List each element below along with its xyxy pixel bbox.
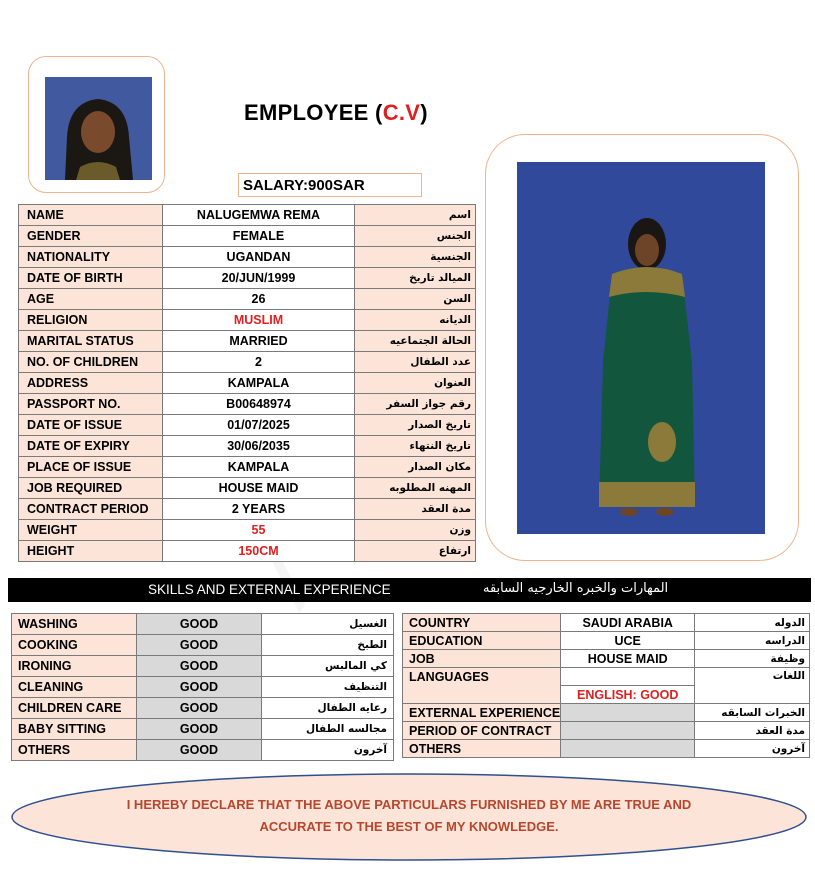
skill-label-ar: مجالسه الطفال xyxy=(262,719,394,740)
skills-table xyxy=(11,613,394,761)
banner-title-en: SKILLS AND EXTERNAL EXPERIENCE xyxy=(148,582,391,597)
skill-label: IRONING xyxy=(12,656,137,677)
exp-value: HOUSE MAID xyxy=(561,650,695,668)
field-label-ar: ارتفاع xyxy=(355,541,476,562)
exp-label: EXTERNAL EXPERIENCE xyxy=(403,704,561,722)
table-row xyxy=(19,226,476,247)
field-value: HOUSE MAID xyxy=(163,478,355,499)
table-row xyxy=(19,457,476,478)
table-row xyxy=(403,704,810,722)
table-row xyxy=(403,740,810,758)
field-value: 26 xyxy=(163,289,355,310)
table-row xyxy=(19,268,476,289)
field-label-ar: اسم xyxy=(355,205,476,226)
table-row xyxy=(19,331,476,352)
field-label-ar: العنوان xyxy=(355,373,476,394)
field-value: MARRIED xyxy=(163,331,355,352)
exp-label: EDUCATION xyxy=(403,632,561,650)
field-label-ar: الجنسية xyxy=(355,247,476,268)
table-row xyxy=(19,499,476,520)
table-row xyxy=(12,719,394,740)
exp-value: SAUDI ARABIA xyxy=(561,614,695,632)
field-label: NATIONALITY xyxy=(19,247,163,268)
experience-table xyxy=(402,613,810,758)
portrait-photo-frame xyxy=(28,56,165,193)
table-row xyxy=(12,740,394,761)
table-row xyxy=(19,373,476,394)
skill-label-ar: التنظيف xyxy=(262,677,394,698)
field-label-ar: مدة العقد xyxy=(355,499,476,520)
exp-label: JOB xyxy=(403,650,561,668)
exp-label: PERIOD OF CONTRACT xyxy=(403,722,561,740)
field-label: NAME xyxy=(19,205,163,226)
exp-label: OTHERS xyxy=(403,740,561,758)
field-label-ar: تاريخ الصدار xyxy=(355,415,476,436)
table-row xyxy=(19,394,476,415)
field-label: ADDRESS xyxy=(19,373,163,394)
exp-label-ar: الدوله xyxy=(695,614,810,632)
skill-label: CLEANING xyxy=(12,677,137,698)
field-value: KAMPALA xyxy=(163,373,355,394)
skill-value: GOOD xyxy=(137,614,262,635)
field-value: 55 xyxy=(163,520,355,541)
table-row xyxy=(12,614,394,635)
table-row xyxy=(19,247,476,268)
field-value: KAMPALA xyxy=(163,457,355,478)
exp-value xyxy=(561,740,695,758)
exp-label-ar: الخبرات السابقه xyxy=(695,704,810,722)
field-label: DATE OF BIRTH xyxy=(19,268,163,289)
field-label: WEIGHT xyxy=(19,520,163,541)
skill-label: WASHING xyxy=(12,614,137,635)
table-row xyxy=(403,650,810,668)
table-row xyxy=(19,541,476,562)
portrait-photo xyxy=(45,77,152,180)
table-row xyxy=(12,677,394,698)
field-value: 2 xyxy=(163,352,355,373)
banner-title-ar: المهارات والخبره الخارجيه السابقه xyxy=(483,581,669,596)
exp-label-ar: آخرون xyxy=(695,740,810,758)
declaration-box xyxy=(10,772,808,862)
field-label-ar: رقم جواز السفر xyxy=(355,394,476,415)
field-label-ar: عدد الطفال xyxy=(355,352,476,373)
skill-label: OTHERS xyxy=(12,740,137,761)
table-row xyxy=(19,436,476,457)
declaration-line-1: I HEREBY DECLARE THAT THE ABOVE PARTICULARS FURNISHED BY ME ARE TRUE AND xyxy=(126,797,692,812)
table-row xyxy=(12,635,394,656)
field-value: 30/06/2035 xyxy=(163,436,355,457)
skill-label: BABY SITTING xyxy=(12,719,137,740)
field-label: JOB REQUIRED xyxy=(19,478,163,499)
skill-label: COOKING xyxy=(12,635,137,656)
table-row xyxy=(19,520,476,541)
skills-banner xyxy=(8,578,811,602)
field-label: GENDER xyxy=(19,226,163,247)
table-row xyxy=(403,722,810,740)
field-label: PLACE OF ISSUE xyxy=(19,457,163,478)
table-row xyxy=(19,415,476,436)
skill-value: GOOD xyxy=(137,635,262,656)
field-label-ar: الحالة الجتماعيه xyxy=(355,331,476,352)
exp-label-ar: الدراسه xyxy=(695,632,810,650)
skill-label: CHILDREN CARE xyxy=(12,698,137,719)
field-value: 20/JUN/1999 xyxy=(163,268,355,289)
field-value: FEMALE xyxy=(163,226,355,247)
field-label-ar: السن xyxy=(355,289,476,310)
field-value: 150CM xyxy=(163,541,355,562)
table-row xyxy=(403,632,810,650)
field-label: MARITAL STATUS xyxy=(19,331,163,352)
table-row xyxy=(19,289,476,310)
full-body-photo-frame xyxy=(485,134,799,561)
page-title: EMPLOYEE (C.V) xyxy=(244,100,428,125)
skill-value: GOOD xyxy=(137,656,262,677)
exp-label-ar: وظيفة xyxy=(695,650,810,668)
exp-label: LANGUAGES xyxy=(403,668,561,704)
field-label: HEIGHT xyxy=(19,541,163,562)
field-label-ar: المهنه المطلوبه xyxy=(355,478,476,499)
table-row xyxy=(12,698,394,719)
field-value: 2 YEARS xyxy=(163,499,355,520)
field-label-ar: الميالد تاريخ xyxy=(355,268,476,289)
table-row xyxy=(19,478,476,499)
field-label: DATE OF EXPIRY xyxy=(19,436,163,457)
field-label: PASSPORT NO. xyxy=(19,394,163,415)
table-row xyxy=(19,310,476,331)
field-label-ar: وزن xyxy=(355,520,476,541)
skill-value: GOOD xyxy=(137,740,262,761)
exp-value xyxy=(561,704,695,722)
field-label: NO. OF CHILDREN xyxy=(19,352,163,373)
declaration-text xyxy=(10,794,808,838)
declaration-line-2: ACCURATE TO THE BEST OF MY KNOWLEDGE. xyxy=(259,819,559,834)
field-label: AGE xyxy=(19,289,163,310)
field-label-ar: الديانه xyxy=(355,310,476,331)
exp-label: COUNTRY xyxy=(403,614,561,632)
field-value: 01/07/2025 xyxy=(163,415,355,436)
table-row xyxy=(12,656,394,677)
exp-label-ar: اللغات xyxy=(695,668,810,704)
personal-details-table xyxy=(18,204,476,562)
table-row xyxy=(403,614,810,632)
salary-box: SALARY:900SAR xyxy=(238,173,422,197)
skill-label-ar: الطبخ xyxy=(262,635,394,656)
skill-value: GOOD xyxy=(137,719,262,740)
skill-value: GOOD xyxy=(137,698,262,719)
field-value: UGANDAN xyxy=(163,247,355,268)
table-row xyxy=(19,352,476,373)
exp-label-ar: مدة العقد xyxy=(695,722,810,740)
exp-value xyxy=(561,722,695,740)
field-label-ar: تاريخ النتهاء xyxy=(355,436,476,457)
exp-value: ENGLISH: GOOD xyxy=(561,686,695,704)
skill-label-ar: كي المالبس xyxy=(262,656,394,677)
skill-label-ar: رعايه الطفال xyxy=(262,698,394,719)
exp-value-blank xyxy=(561,668,695,686)
table-row xyxy=(19,205,476,226)
field-value: B00648974 xyxy=(163,394,355,415)
full-body-photo xyxy=(517,162,765,534)
skill-label-ar: الغسيل xyxy=(262,614,394,635)
field-label: CONTRACT PERIOD xyxy=(19,499,163,520)
field-value: NALUGEMWA REMA xyxy=(163,205,355,226)
exp-value: UCE xyxy=(561,632,695,650)
skill-label-ar: آخرون xyxy=(262,740,394,761)
table-row xyxy=(403,668,810,686)
field-label-ar: الجنس xyxy=(355,226,476,247)
skill-value: GOOD xyxy=(137,677,262,698)
field-label-ar: مكان الصدار xyxy=(355,457,476,478)
field-label: DATE OF ISSUE xyxy=(19,415,163,436)
field-value: MUSLIM xyxy=(163,310,355,331)
field-label: RELIGION xyxy=(19,310,163,331)
